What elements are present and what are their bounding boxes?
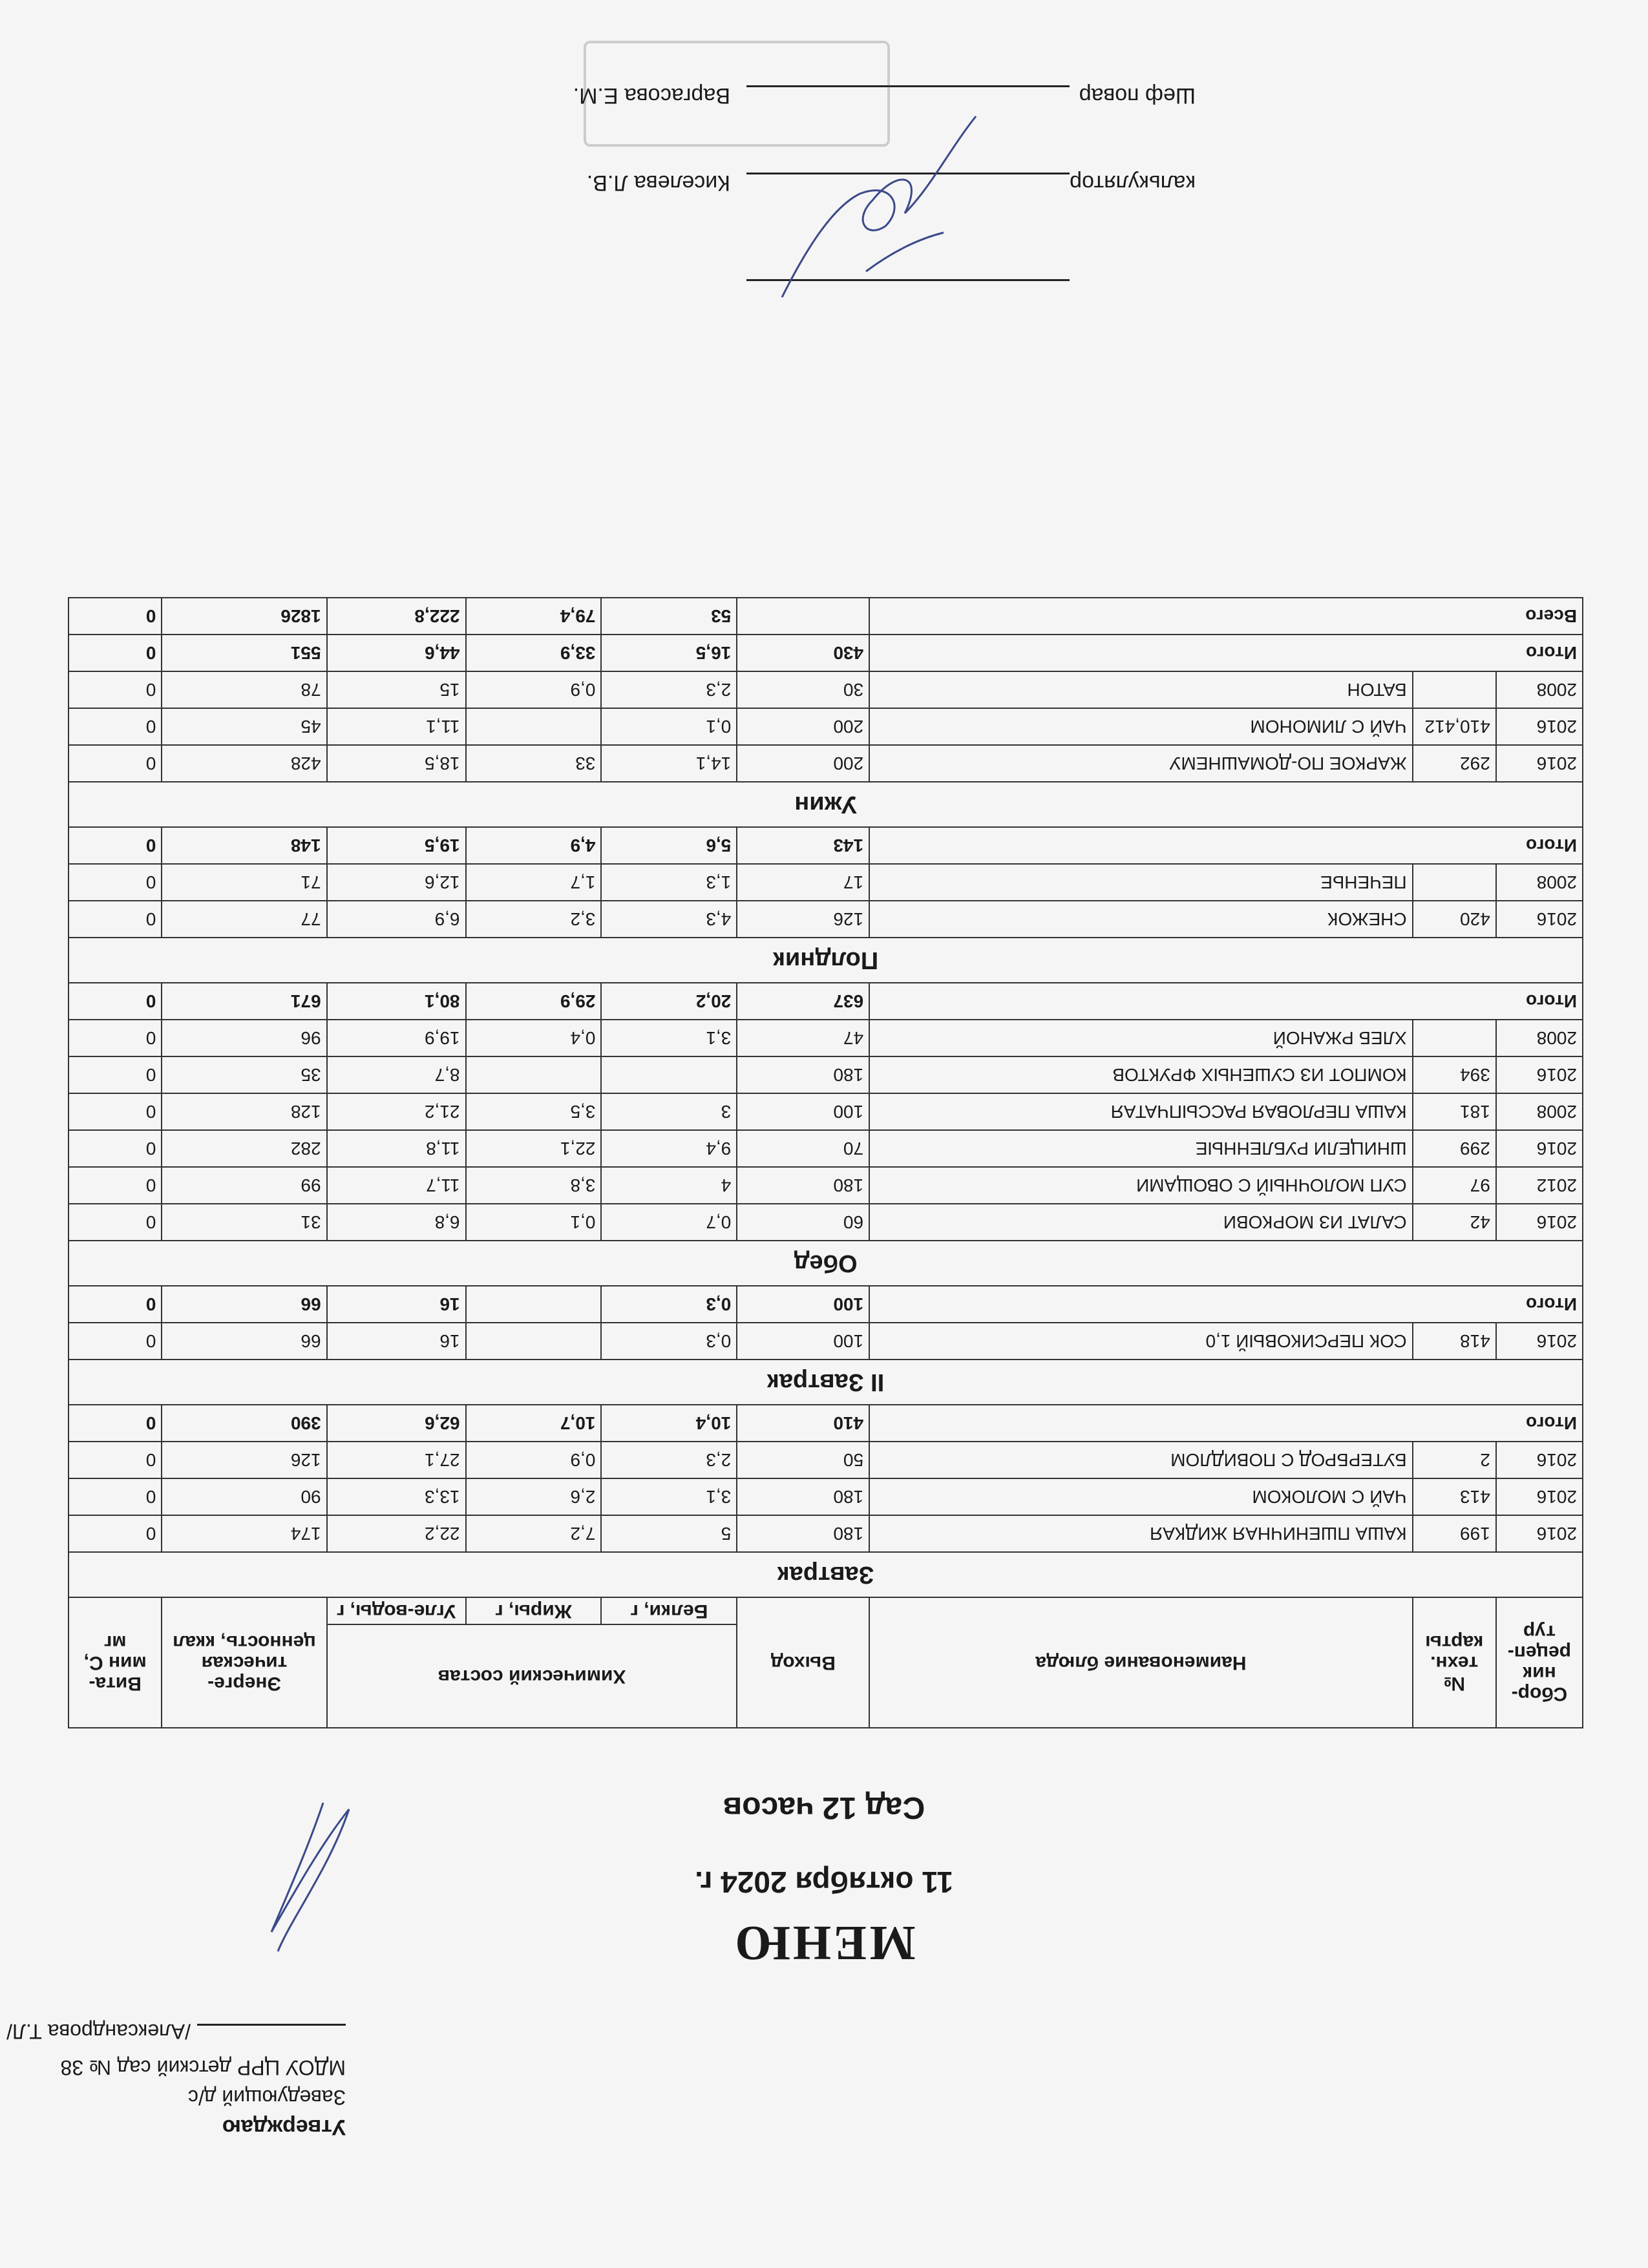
total-label: Итого (869, 1405, 1583, 1442)
cell-card-number: 299 (1413, 1130, 1496, 1167)
cell-fat (466, 1056, 602, 1093)
total-output: 410 (737, 1405, 869, 1442)
section-row (69, 1360, 1583, 1405)
cell-carbs: 16 (327, 1323, 466, 1360)
header-protein: Белки, г (601, 1597, 737, 1624)
total-fat: 4,9 (466, 827, 602, 864)
total-row (69, 983, 1583, 1020)
total-fat: 10,7 (466, 1405, 602, 1442)
cell-energy: 96 (162, 1020, 326, 1056)
header-collection: Сбор-ник рецеп-тур (1496, 1597, 1583, 1728)
total-protein: 0,3 (601, 1286, 737, 1323)
cell-collection: 2016 (1496, 745, 1583, 782)
total-output: 637 (737, 983, 869, 1020)
cell-collection: 2008 (1496, 1093, 1583, 1130)
grand-total-label: Всего (869, 598, 1583, 635)
cell-vitamin-c: 0 (69, 1515, 162, 1552)
cell-protein: 4,3 (601, 901, 737, 938)
cell-vitamin-c: 0 (69, 864, 162, 901)
cell-fat: 0,4 (466, 1020, 602, 1056)
table-row (69, 1204, 1583, 1241)
cell-energy: 174 (162, 1515, 326, 1552)
cell-dish-name: КАША ПШЕНИЧНАЯ ЖИДКАЯ (869, 1515, 1413, 1552)
table-row (69, 901, 1583, 938)
cell-collection: 2016 (1496, 1204, 1583, 1241)
cell-carbs: 27,1 (327, 1442, 466, 1478)
cell-dish-name: ПЕЧЕНЬЕ (869, 864, 1413, 901)
total-energy: 66 (162, 1286, 326, 1323)
cell-dish-name: САЛАТ ИЗ МОРКОВИ (869, 1204, 1413, 1241)
total-vitamin-c: 0 (69, 1405, 162, 1442)
cell-energy: 66 (162, 1323, 326, 1360)
cell-fat (466, 1323, 602, 1360)
cell-dish-name: ЧАЙ С МОЛОКОМ (869, 1478, 1413, 1515)
section-title: II Завтрак (69, 1360, 1583, 1405)
cell-card-number: 97 (1413, 1167, 1496, 1204)
total-fat: 29,9 (466, 983, 602, 1020)
cell-carbs: 8,7 (327, 1056, 466, 1093)
page-title: МЕНЮ (732, 1916, 916, 1970)
chef-name: Варгасова Е.М. (573, 83, 730, 108)
cell-card-number: 420 (1413, 901, 1496, 938)
cell-card-number: 410,412 (1413, 708, 1496, 745)
cell-dish-name: БАТОН (869, 671, 1413, 708)
cell-card-number: 42 (1413, 1204, 1496, 1241)
total-protein: 10,4 (601, 1405, 737, 1442)
cell-carbs: 15 (327, 671, 466, 708)
total-energy: 390 (162, 1405, 326, 1442)
cell-vitamin-c: 0 (69, 1204, 162, 1241)
total-energy: 148 (162, 827, 326, 864)
cell-fat: 3,8 (466, 1167, 602, 1204)
menu-table (68, 597, 1583, 1728)
total-vitamin-c: 0 (69, 983, 162, 1020)
section-title: Обед (69, 1241, 1583, 1286)
table-row (69, 864, 1583, 901)
cell-vitamin-c: 0 (69, 1020, 162, 1056)
cell-energy: 128 (162, 1093, 326, 1130)
total-protein: 5,6 (601, 827, 737, 864)
total-protein: 16,5 (601, 635, 737, 671)
cell-energy: 126 (162, 1442, 326, 1478)
cell-output: 30 (737, 671, 869, 708)
cell-fat: 1,7 (466, 864, 602, 901)
cell-card-number: 418 (1413, 1323, 1496, 1360)
cell-carbs: 13,3 (327, 1478, 466, 1515)
cell-collection: 2016 (1496, 1442, 1583, 1478)
menu-date: 11 октября 2024 г. (695, 1865, 953, 1899)
cell-output: 180 (737, 1056, 869, 1093)
cell-vitamin-c: 0 (69, 1093, 162, 1130)
section-title: Ужин (69, 782, 1583, 827)
cell-protein (601, 1056, 737, 1093)
grand-total-vitamin-c: 0 (69, 598, 162, 635)
cell-output: 70 (737, 1130, 869, 1167)
table-row (69, 1020, 1583, 1056)
cell-output: 126 (737, 901, 869, 938)
cell-output: 47 (737, 1020, 869, 1056)
cell-dish-name: КАША ПЕРЛОВАЯ РАССЫПЧАТАЯ (869, 1093, 1413, 1130)
header-dish-name: Наименование блюда (869, 1597, 1413, 1728)
total-fat: 33,9 (466, 635, 602, 671)
cell-output: 180 (737, 1167, 869, 1204)
cell-vitamin-c: 0 (69, 1167, 162, 1204)
total-carbs: 16 (327, 1286, 466, 1323)
table-row (69, 745, 1583, 782)
table-row (69, 1442, 1583, 1478)
cell-output: 180 (737, 1478, 869, 1515)
cell-energy: 31 (162, 1204, 326, 1241)
table-row (69, 1130, 1583, 1167)
cell-carbs: 11,8 (327, 1130, 466, 1167)
cell-energy: 45 (162, 708, 326, 745)
approval-heading: Утверждаю (222, 2115, 346, 2139)
cell-dish-name: ХЛЕБ РЖАНОЙ (869, 1020, 1413, 1056)
header-card: № техн. карты (1413, 1597, 1496, 1728)
cell-card-number (1413, 864, 1496, 901)
cell-carbs: 21,2 (327, 1093, 466, 1130)
approval-position: Заведующий д/с (187, 2086, 346, 2109)
total-row (69, 1286, 1583, 1323)
table-row (69, 1056, 1583, 1093)
cell-fat: 0,9 (466, 1442, 602, 1478)
cell-output: 60 (737, 1204, 869, 1241)
cell-output: 17 (737, 864, 869, 901)
table-row (69, 671, 1583, 708)
cell-output: 180 (737, 1515, 869, 1552)
header-vitamin: Вита-мин С, мг (69, 1597, 162, 1728)
cell-dish-name: ЖАРКОЕ ПО-ДОМАШНЕМУ (869, 745, 1413, 782)
cell-protein: 0,7 (601, 1204, 737, 1241)
cell-carbs: 18,5 (327, 745, 466, 782)
total-label: Итого (869, 983, 1583, 1020)
total-vitamin-c: 0 (69, 635, 162, 671)
cell-dish-name: СНЕЖОК (869, 901, 1413, 938)
table-row (69, 708, 1583, 745)
cell-fat: 33 (466, 745, 602, 782)
total-protein: 20,2 (601, 983, 737, 1020)
cell-dish-name: КОМПОТ ИЗ СУШЕНЫХ ФРУКТОВ (869, 1056, 1413, 1093)
cell-dish-name: БУТЕРБРОД С ПОВИДЛОМ (869, 1442, 1413, 1478)
cell-fat: 3,2 (466, 901, 602, 938)
cell-protein: 1,3 (601, 864, 737, 901)
section-row (69, 782, 1583, 827)
cell-fat: 7,2 (466, 1515, 602, 1552)
cell-card-number: 394 (1413, 1056, 1496, 1093)
cell-carbs: 11,1 (327, 708, 466, 745)
cell-output: 200 (737, 745, 869, 782)
cell-output: 100 (737, 1323, 869, 1360)
cell-collection: 2008 (1496, 671, 1583, 708)
cell-vitamin-c: 0 (69, 1323, 162, 1360)
total-fat (466, 1286, 602, 1323)
cell-dish-name: СОК ПЕРСИКОВЫЙ 1,0 (869, 1323, 1413, 1360)
cell-card-number (1413, 671, 1496, 708)
cell-card-number: 292 (1413, 745, 1496, 782)
section-row (69, 1241, 1583, 1286)
cell-energy: 71 (162, 864, 326, 901)
cell-collection: 2016 (1496, 901, 1583, 938)
cell-energy: 428 (162, 745, 326, 782)
table-row (69, 1478, 1583, 1515)
cell-carbs: 6,9 (327, 901, 466, 938)
cell-protein: 2,3 (601, 1442, 737, 1478)
section-row (69, 938, 1583, 983)
total-carbs: 80,1 (327, 983, 466, 1020)
table-row (69, 1515, 1583, 1552)
cell-vitamin-c: 0 (69, 1478, 162, 1515)
approval-signature-line (197, 2024, 346, 2026)
cell-fat: 22,1 (466, 1130, 602, 1167)
grand-total-fat: 79,4 (466, 598, 602, 635)
cell-energy: 77 (162, 901, 326, 938)
grand-total-protein: 53 (601, 598, 737, 635)
header-output: Выход (737, 1597, 869, 1728)
cell-energy: 99 (162, 1167, 326, 1204)
cell-collection: 2016 (1496, 708, 1583, 745)
cell-dish-name: СУП МОЛОЧНЫЙ С ОВОЩАМИ (869, 1167, 1413, 1204)
cell-carbs: 22,2 (327, 1515, 466, 1552)
header-fat: Жиры, г (466, 1597, 602, 1624)
cell-vitamin-c: 0 (69, 671, 162, 708)
cell-carbs: 12,6 (327, 864, 466, 901)
section-row (69, 1552, 1583, 1597)
approval-organization: МДОУ ЦРР детский сад № 38 (60, 2056, 346, 2079)
cell-vitamin-c: 0 (69, 1442, 162, 1478)
grand-total-output (737, 598, 869, 635)
cell-card-number: 199 (1413, 1515, 1496, 1552)
total-label: Итого (869, 1286, 1583, 1323)
total-energy: 671 (162, 983, 326, 1020)
total-output: 100 (737, 1286, 869, 1323)
cell-card-number: 2 (1413, 1442, 1496, 1478)
chef-label: Шеф повар (1079, 83, 1196, 108)
approval-block (6, 2020, 346, 2142)
cell-vitamin-c: 0 (69, 1130, 162, 1167)
cell-energy: 78 (162, 671, 326, 708)
cell-collection: 2016 (1496, 1056, 1583, 1093)
cell-collection: 2008 (1496, 1020, 1583, 1056)
total-row (69, 635, 1583, 671)
calc-label: калькулятор (1070, 171, 1196, 195)
cell-protein: 9,4 (601, 1130, 737, 1167)
cell-protein: 4 (601, 1167, 737, 1204)
total-carbs: 44,6 (327, 635, 466, 671)
cell-collection: 2016 (1496, 1515, 1583, 1552)
cell-fat (466, 708, 602, 745)
total-carbs: 19,5 (327, 827, 466, 864)
cell-carbs: 19,9 (327, 1020, 466, 1056)
section-title: Полдник (69, 938, 1583, 983)
grand-total-energy: 1826 (162, 598, 326, 635)
cell-carbs: 6,8 (327, 1204, 466, 1241)
total-row (69, 1405, 1583, 1442)
cell-card-number: 181 (1413, 1093, 1496, 1130)
cell-carbs: 11,7 (327, 1167, 466, 1204)
cell-fat: 3,5 (466, 1093, 602, 1130)
total-vitamin-c: 0 (69, 827, 162, 864)
total-energy: 551 (162, 635, 326, 671)
cell-protein: 2,3 (601, 671, 737, 708)
cell-protein: 14,1 (601, 745, 737, 782)
cell-vitamin-c: 0 (69, 745, 162, 782)
cell-protein: 3,1 (601, 1478, 737, 1515)
cell-collection: 2016 (1496, 1323, 1583, 1360)
grand-total-row (69, 598, 1583, 635)
cell-card-number: 413 (1413, 1478, 1496, 1515)
cell-collection: 2016 (1496, 1478, 1583, 1515)
cell-protein: 3,1 (601, 1020, 737, 1056)
cell-protein: 0,3 (601, 1323, 737, 1360)
cell-collection: 2008 (1496, 864, 1583, 901)
total-output: 430 (737, 635, 869, 671)
menu-table-body (69, 598, 1583, 1597)
total-row (69, 827, 1583, 864)
table-row (69, 1323, 1583, 1360)
table-row (69, 1093, 1583, 1130)
table-row (69, 1167, 1583, 1204)
cell-fat: 2,6 (466, 1478, 602, 1515)
total-label: Итого (869, 635, 1583, 671)
total-vitamin-c: 0 (69, 1286, 162, 1323)
cell-output: 200 (737, 708, 869, 745)
header-chem: Химический состав (327, 1624, 737, 1728)
cell-dish-name: ШНИЦЕЛИ РУБЛЕННЫЕ (869, 1130, 1413, 1167)
cell-energy: 90 (162, 1478, 326, 1515)
cell-protein: 0,1 (601, 708, 737, 745)
cell-output: 100 (737, 1093, 869, 1130)
cell-card-number (1413, 1020, 1496, 1056)
cell-vitamin-c: 0 (69, 1056, 162, 1093)
cell-output: 50 (737, 1442, 869, 1478)
grand-total-carbs: 222,8 (327, 598, 466, 635)
total-output: 143 (737, 827, 869, 864)
total-carbs: 62,6 (327, 1405, 466, 1442)
menu-subtitle: Сад 12 часов (723, 1790, 925, 1825)
cell-collection: 2012 (1496, 1167, 1583, 1204)
cell-fat: 0,1 (466, 1204, 602, 1241)
cell-energy: 35 (162, 1056, 326, 1093)
faded-stamp (582, 39, 892, 149)
cell-vitamin-c: 0 (69, 901, 162, 938)
cell-collection: 2016 (1496, 1130, 1583, 1167)
header-energy: Энерге-тическая ценность, ккал (162, 1597, 326, 1728)
cell-fat: 0,9 (466, 671, 602, 708)
header-carb: Угле-воды, г (327, 1597, 466, 1624)
cell-dish-name: ЧАЙ С ЛИМОНОМ (869, 708, 1413, 745)
cell-protein: 3 (601, 1093, 737, 1130)
section-title: Завтрак (69, 1552, 1583, 1597)
cell-energy: 282 (162, 1130, 326, 1167)
cell-protein: 5 (601, 1515, 737, 1552)
cell-vitamin-c: 0 (69, 708, 162, 745)
calc-name: Киселева Л.В. (586, 171, 730, 195)
approval-name: /Александрова Т.Л/ (6, 2020, 191, 2043)
total-label: Итого (869, 827, 1583, 864)
